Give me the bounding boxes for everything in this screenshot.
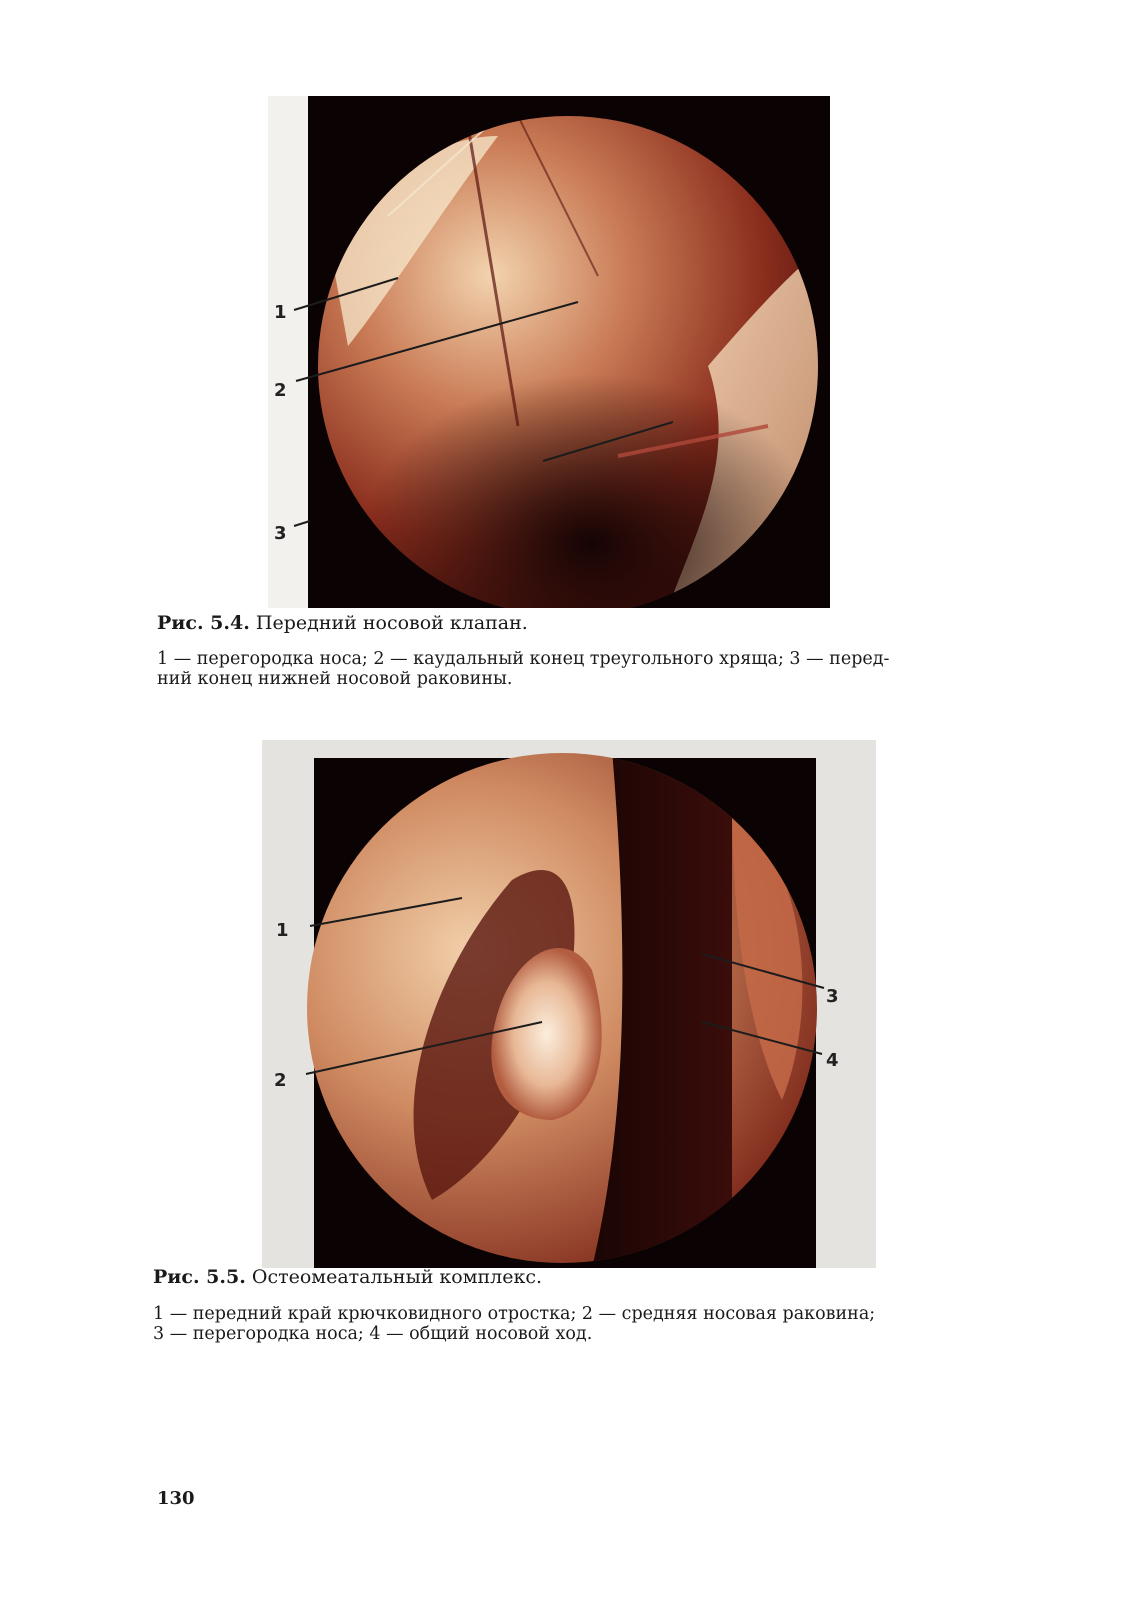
label-2: 2 xyxy=(274,1070,287,1090)
figure-2-caption-title: Остеомеатальный комплекс. xyxy=(245,1266,543,1288)
figure-2-number-labels xyxy=(260,910,860,1090)
page-number: 130 xyxy=(157,1488,195,1509)
label-1: 1 xyxy=(276,920,289,941)
endoscopic-view-illustration xyxy=(268,96,830,608)
figure-1-legend-line: 1 — перегородка носа; 2 — каудальный конец треугольного хряща; 3 — перед- xyxy=(157,649,890,669)
figure-1-caption xyxy=(157,612,528,635)
figure-1-legend xyxy=(157,649,889,689)
figure-1-caption-number: Рис. 5.4. xyxy=(157,612,250,634)
label-1: 1 xyxy=(274,302,287,323)
label-3: 3 xyxy=(274,523,287,544)
figure-2-caption xyxy=(153,1266,542,1289)
figure-1-caption-title: Передний носовой клапан. xyxy=(249,612,528,634)
label-4: 4 xyxy=(826,1050,839,1071)
figure-1-number-labels xyxy=(260,290,300,550)
endoscopic-photo-nasal-valve xyxy=(268,96,830,608)
figure-1-legend-line: ний конец нижней носовой раковины. xyxy=(157,669,513,689)
figure-2-caption-number: Рис. 5.5. xyxy=(153,1266,246,1288)
figure-2-legend-line: 1 — передний край крючковидного отростка; 2 — средняя носовая раковина; xyxy=(153,1304,876,1324)
figure-2-legend-line: 3 — перегородка носа; 4 — общий носовой ход. xyxy=(153,1324,593,1344)
label-3: 3 xyxy=(826,986,839,1007)
figure-2-legend xyxy=(153,1304,875,1344)
label-2: 2 xyxy=(274,380,287,401)
